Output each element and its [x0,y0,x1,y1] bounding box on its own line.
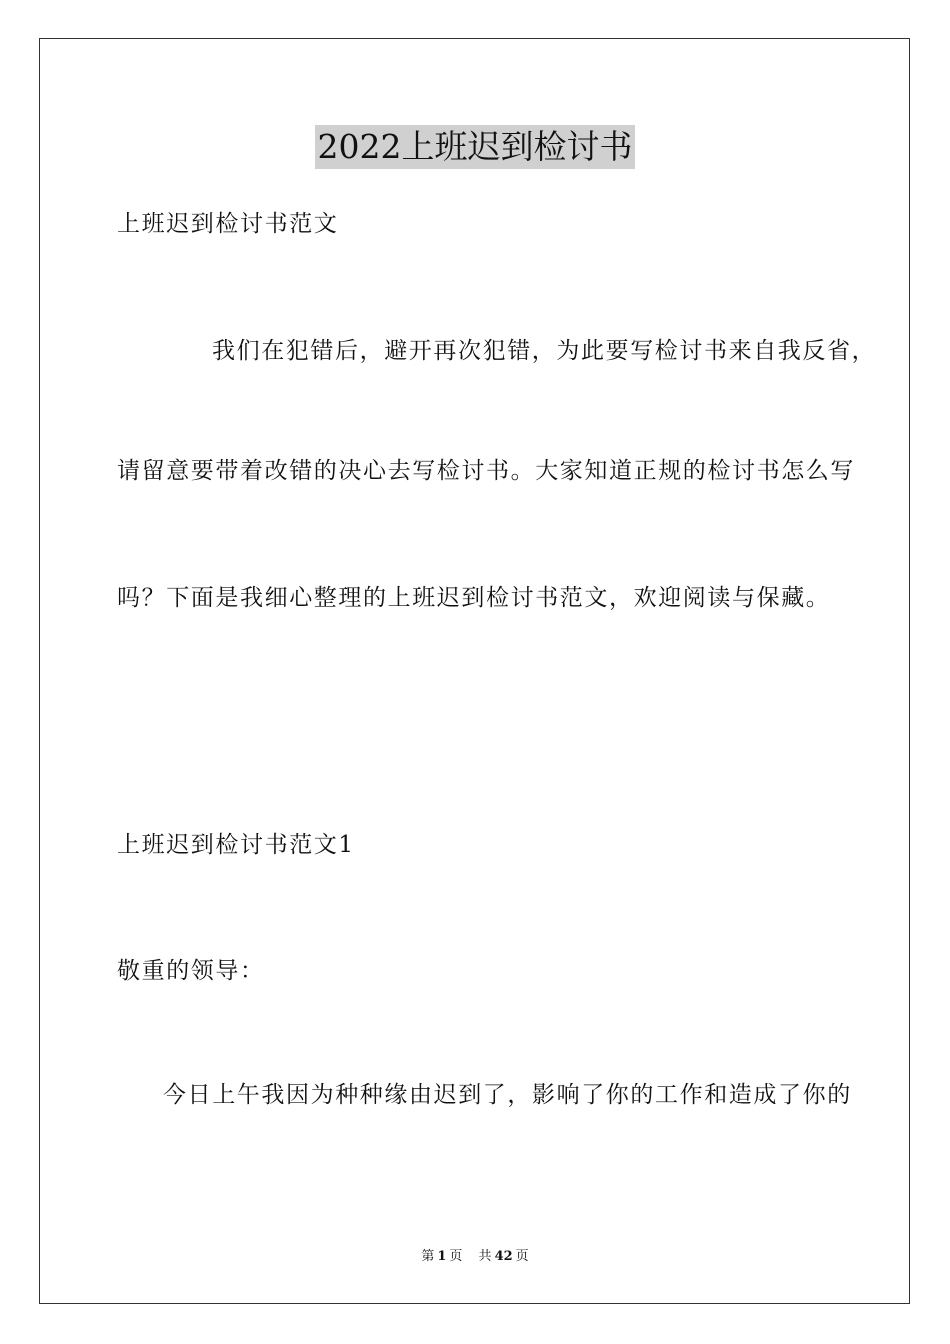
section-heading: 上班迟到检讨书范文1 [117,832,355,858]
paragraph-line-1: 我们在犯错后，避开再次犯错，为此要写检讨书来自我反省， [212,338,877,364]
page-indicator: 第 1 页 [421,1249,463,1264]
title-container [0,125,950,169]
salutation-line: 敬重的领导： [117,958,265,984]
page-footer [0,1248,950,1266]
document-title: 2022上班迟到检讨书 [315,125,636,169]
subtitle-line: 上班迟到检讨书范文 [117,211,339,237]
total-pages-indicator: 共 42 页 [478,1249,529,1264]
paragraph-line-2: 请留意要带着改错的决心去写检讨书。大家知道正规的检讨书怎么写 [117,458,855,484]
paragraph-line-3: 吗？下面是我细心整理的上班迟到检讨书范文，欢迎阅读与保藏。 [117,585,831,611]
body-line-1: 今日上午我因为种种缘由迟到了，影响了你的工作和造成了你的 [163,1082,852,1108]
